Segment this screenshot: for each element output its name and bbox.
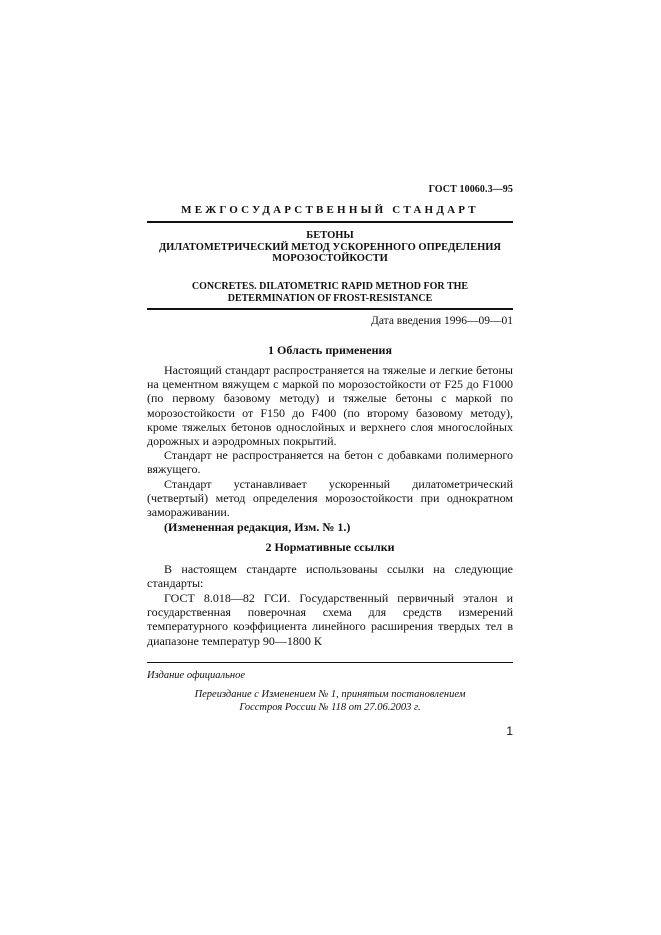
reprint-line-2: Госстроя России № 118 от 27.06.2003 г.: [239, 702, 421, 713]
title-ru-line-3: МОРОЗОСТОЙКОСТИ: [272, 253, 388, 264]
title-en-line-2: DETERMINATION OF FROST-RESISTANCE: [227, 292, 433, 304]
document-code: ГОСТ 10060.3—95: [428, 184, 513, 195]
title-russian: [147, 230, 513, 265]
page-number: 1: [506, 724, 513, 738]
references-paragraph-1: В настоящем стандарте использованы ссылки на следующие стандарты:: [147, 562, 513, 591]
amendment-note: (Измененная редакция, Изм. № 1.): [164, 520, 351, 534]
footer-divider: [147, 662, 513, 663]
scope-paragraph-3: Стандарт устанавливает ускоренный дилатометрический (четвертый) метод определения морозостойкости при однократном замораживании.: [147, 477, 513, 520]
references-paragraph-2: ГОСТ 8.018—82 ГСИ. Государственный первичный эталон и государственная поверочная схема для средств измерений температурного коэффициента линейного расширения твердых тел в диапазоне температур 90—1800 К: [147, 591, 513, 648]
title-english: [147, 281, 513, 304]
top-divider: [147, 221, 513, 223]
edition-note: Издание официальное: [147, 670, 246, 681]
intro-date: Дата введения 1996—09—01: [371, 315, 513, 327]
reprint-line-1: Переиздание с Изменением № 1, принятым постановлением: [194, 689, 466, 700]
title-ru-line-2: ДИЛАТОМЕТРИЧЕСКИЙ МЕТОД УСКОРЕННОГО ОПРЕДЕЛЕНИЯ: [158, 241, 502, 253]
reprint-note: [147, 688, 513, 714]
title-en-line-1: CONCRETES. DILATOMETRIC RAPID METHOD FOR THE: [191, 281, 469, 292]
section-heading-references: 2 Нормативные ссылки: [265, 540, 395, 554]
standard-type: МЕЖГОСУДАРСТВЕННЫЙ СТАНДАРТ: [181, 204, 479, 216]
scope-paragraph-1: Настоящий стандарт распространяется на тяжелые и легкие бетоны на цементном вяжущем с маркой по морозостойкости от F25 до F1000 (по первому базовому методу) и тяжелые бетоны с маркой по морозостойкости от F150 до F400 (по второму базовому методу), кроме тяжелых бетонов однослойных и верхнего слоя многослойных дорожных и аэродромных покрытий.: [147, 363, 513, 449]
title-ru-line-1: БЕТОНЫ: [306, 230, 354, 241]
scope-paragraph-2: Стандарт не распространяется на бетон с добавками полимерного вяжущего.: [147, 448, 513, 477]
section-heading-scope: 1 Область применения: [268, 343, 392, 357]
title-divider: [147, 308, 513, 310]
